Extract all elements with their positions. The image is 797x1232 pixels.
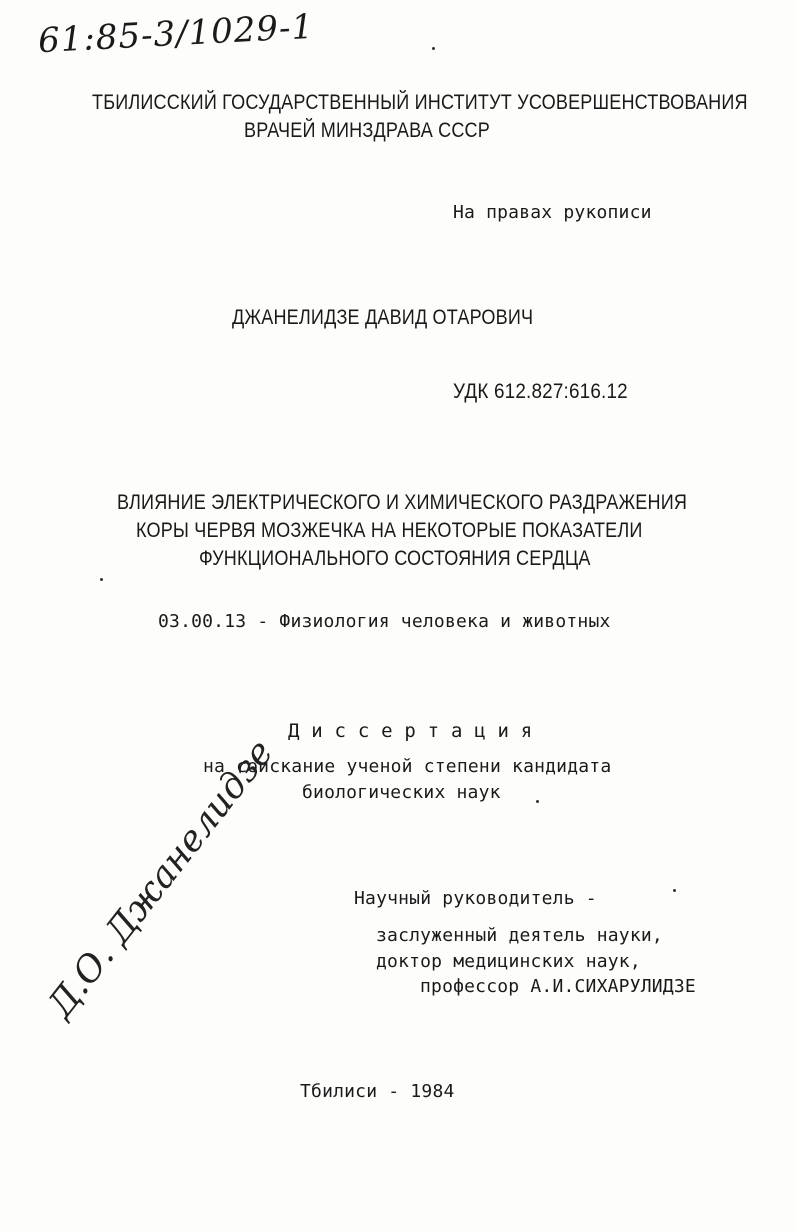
manuscript-note: На правах рукописи: [453, 202, 652, 223]
author-name: ДЖАНЕЛИДЗЕ ДАВИД ОТАРОВИЧ: [232, 306, 534, 329]
place-year: Тбилиси - 1984: [300, 1081, 455, 1102]
paper-speck: [100, 578, 103, 581]
title-line-3: ФУНКЦИОНАЛЬНОГО СОСТОЯНИЯ СЕРДЦА: [199, 547, 591, 570]
supervisor-line-1: заслуженный деятель науки,: [376, 925, 663, 946]
archive-mark: 61:85-3/1029-1: [37, 6, 316, 62]
supervisor-label: Научный руководитель -: [354, 888, 597, 909]
specialty-code: 03.00.13 - Физиология человека и животных: [158, 611, 611, 632]
dissertation-line-2: биологических наук: [302, 782, 501, 803]
title-line-2: КОРЫ ЧЕРВЯ МОЗЖЕЧКА НА НЕКОТОРЫЕ ПОКАЗАТЕЛИ: [136, 519, 643, 542]
institution-line-2: ВРАЧЕЙ МИНЗДРАВА СССР: [244, 119, 490, 142]
signature: Д.О. Джанелидзе: [40, 732, 282, 1026]
supervisor-line-2: доктор медицинских наук,: [376, 951, 641, 972]
dissertation-line-1: на соискание ученой степени кандидата: [203, 756, 612, 777]
udc-code: УДК 612.827:616.12: [453, 380, 628, 403]
paper-speck: [432, 47, 435, 50]
supervisor-line-3: профессор А.И.СИХАРУЛИДЗЕ: [420, 976, 696, 997]
paper-speck: [536, 800, 539, 803]
dissertation-heading: Д и с с е р т а ц и я: [288, 720, 533, 742]
paper-speck: [673, 889, 676, 892]
institution-line-1: ТБИЛИССКИЙ ГОСУДАРСТВЕННЫЙ ИНСТИТУТ УСОВЕРШЕНСТВОВАНИЯ: [92, 91, 748, 114]
title-line-1: ВЛИЯНИЕ ЭЛЕКТРИЧЕСКОГО И ХИМИЧЕСКОГО РАЗДРАЖЕНИЯ: [117, 491, 688, 514]
